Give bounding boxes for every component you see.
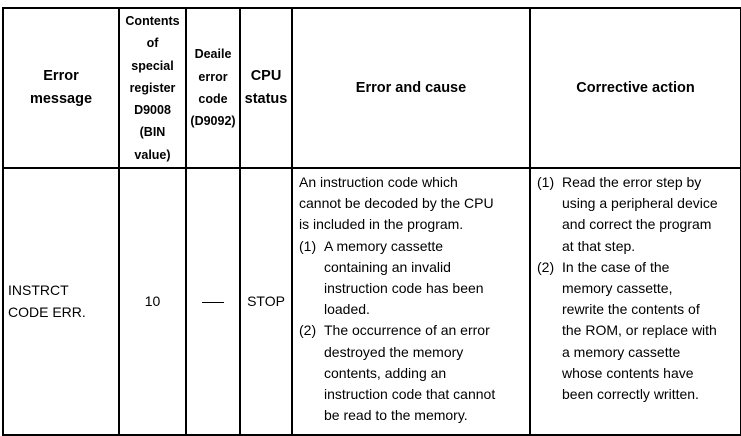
cell-line: CODE ERR. xyxy=(8,303,86,320)
action-item-line: In the case of the xyxy=(562,258,670,275)
action-item-line: memory cassette, xyxy=(562,280,673,297)
action-item xyxy=(537,257,735,405)
cause-item-line: instruction code has been xyxy=(324,280,484,297)
header-line: D9008 xyxy=(134,103,171,118)
header-error-message xyxy=(3,8,119,168)
dash-glyph xyxy=(202,302,224,303)
header-line: Contents xyxy=(125,13,180,28)
action-item-line: Read the error step by xyxy=(562,174,702,190)
action-item-number: (1) xyxy=(537,174,555,190)
header-detail-error-code xyxy=(186,8,240,168)
cause-item xyxy=(299,320,524,426)
action-item-line: rewrite the contents of xyxy=(562,301,700,318)
action-item-line: been correctly written. xyxy=(562,386,699,403)
action-item-line: using a peripheral device xyxy=(562,195,718,212)
cause-item-line: contents, adding an xyxy=(324,364,447,381)
cause-item-line: be read to the memory. xyxy=(324,407,468,424)
cause-item-line: The occurrence of an error xyxy=(324,322,490,339)
header-error-cause: Error and cause xyxy=(292,8,530,168)
action-item-line: whose contents have xyxy=(562,364,694,381)
header-line: Deaile xyxy=(194,47,232,62)
header-corrective-action: Corrective action xyxy=(530,8,741,168)
cause-item-line: loaded. xyxy=(324,301,370,318)
action-item-line: and correct the program xyxy=(562,216,712,233)
action-item-line: a memory cassette xyxy=(562,343,681,360)
header-line: Error xyxy=(43,68,79,84)
action-item-text xyxy=(562,257,735,405)
header-row xyxy=(3,8,741,168)
header-line: of xyxy=(146,36,159,51)
header-cpu-status xyxy=(240,8,292,168)
cause-item-number: (1) xyxy=(299,237,317,254)
action-item-number: (2) xyxy=(537,258,555,275)
header-line: message xyxy=(29,91,93,107)
action-item-text xyxy=(562,172,735,257)
cell-cpu-status: STOP xyxy=(240,168,292,435)
cause-item-text xyxy=(324,236,524,321)
cause-item-line: instruction code that cannot xyxy=(324,386,496,403)
cause-item-text xyxy=(324,320,524,426)
cell-error-message xyxy=(3,168,119,435)
header-line: special xyxy=(131,58,174,73)
cause-intro-line: cannot be decoded by the CPU xyxy=(299,195,494,212)
cause-item-line: containing an invalid xyxy=(324,258,451,275)
cause-item xyxy=(299,236,524,321)
header-special-register xyxy=(119,8,186,168)
header-line: code xyxy=(198,92,228,106)
cell-corrective-action xyxy=(530,168,741,435)
header-line: error xyxy=(198,69,228,84)
error-code-table xyxy=(2,7,741,436)
cell-error-cause xyxy=(292,168,530,435)
action-item-line: the ROM, or replace with xyxy=(562,322,717,339)
header-line: CPU xyxy=(250,68,282,84)
action-item xyxy=(537,172,735,257)
cause-intro-line: An instruction code which xyxy=(299,174,458,190)
header-line: register xyxy=(129,80,176,95)
action-item-line: at that step. xyxy=(562,237,636,254)
cause-item-line: destroyed the memory xyxy=(324,343,464,360)
header-line: status xyxy=(244,91,288,107)
cause-item-number: (2) xyxy=(299,322,317,339)
header-line: (D9092) xyxy=(190,114,236,129)
cell-detail-code xyxy=(186,168,240,435)
cause-intro-line: is included in the program. xyxy=(299,216,464,233)
table-row xyxy=(3,168,741,435)
cell-special-register-value: 10 xyxy=(119,168,186,435)
cause-item-line: A memory cassette xyxy=(324,237,444,254)
cell-line: INSTRCT xyxy=(8,282,69,299)
header-line: value) xyxy=(134,147,171,162)
header-line: (BIN xyxy=(139,125,166,140)
